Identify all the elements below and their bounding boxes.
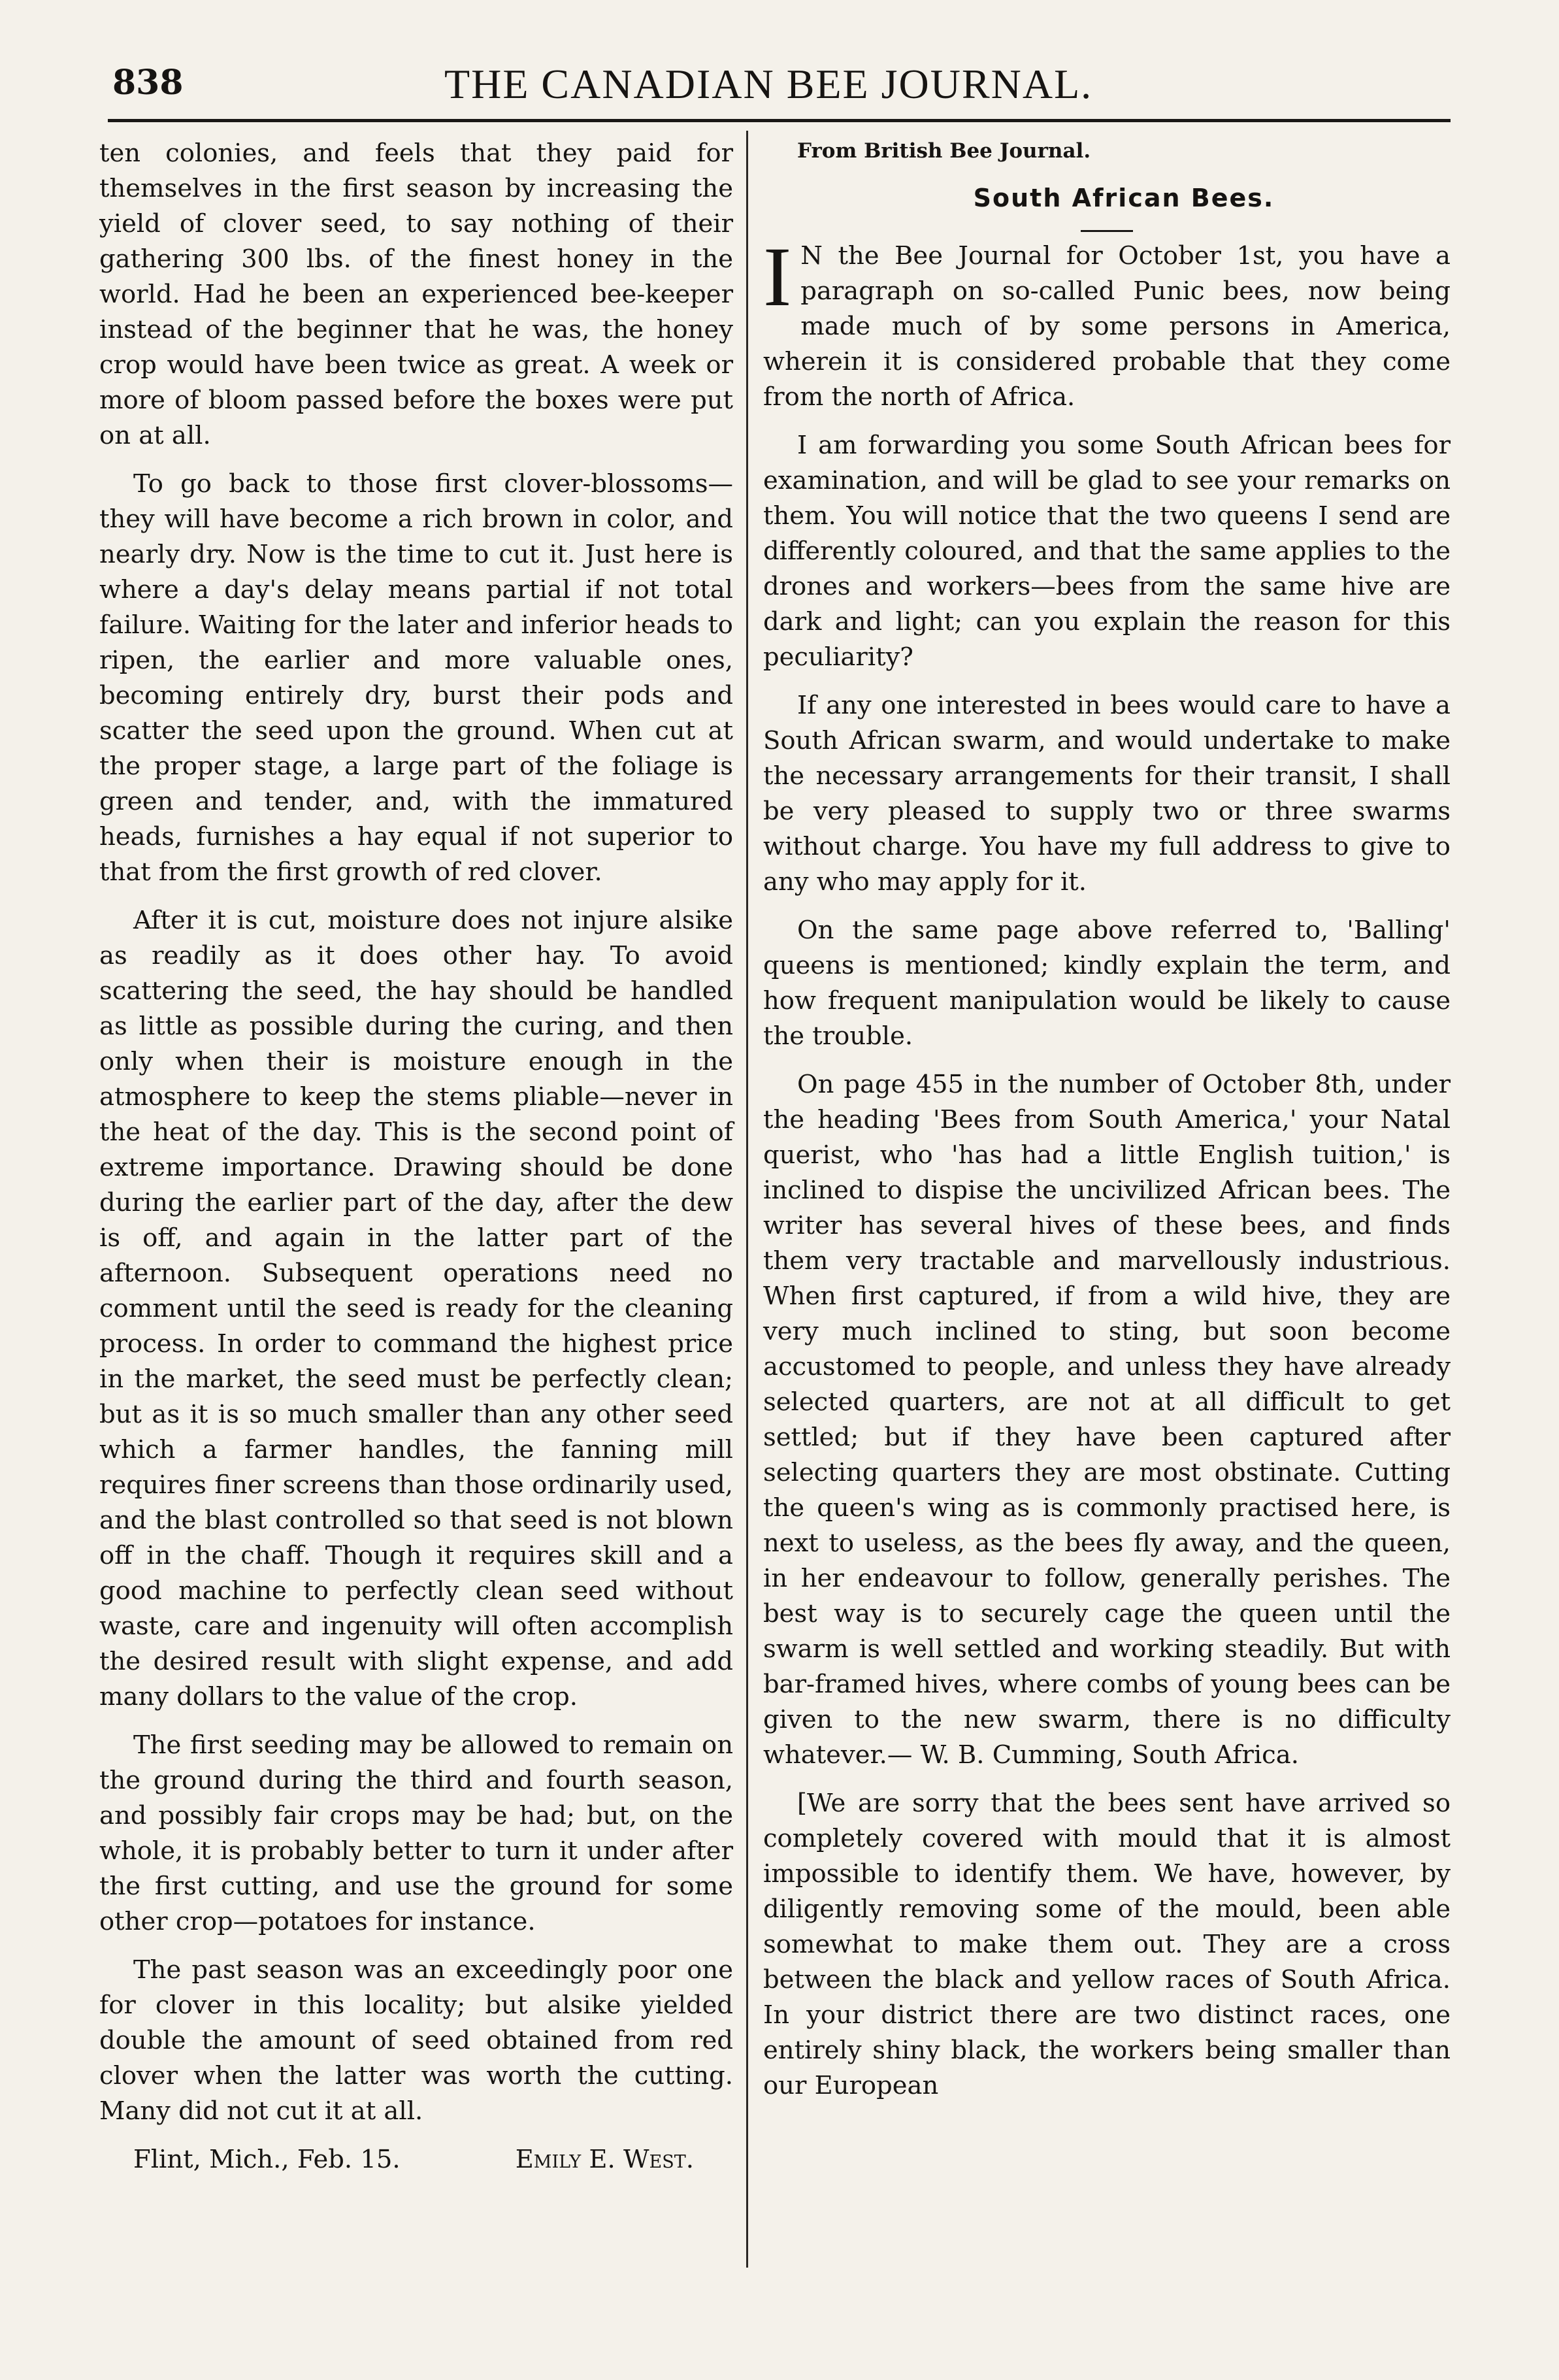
- article-source: From British Bee Journal.: [797, 139, 1091, 163]
- signature: [99, 2142, 733, 2177]
- header-rule: [108, 119, 1451, 122]
- signature-name: Emily E. West.: [515, 2145, 694, 2174]
- title-rule: [1081, 230, 1133, 232]
- left-paragraph-4: The first seeding may be allowed to remain on the ground during the third and fourth season, and possibly fair crops may be had; but, on the whole, it is probably better to turn it under after the first cutting, and use the ground for some other crop—potatoes for instance.: [99, 1730, 733, 1936]
- right-paragraph-4: On page 455 in the number of October 8th, under the heading 'Bees from South America,' your Natal querist, who 'has had a little English tuition,' is inclined to dispise the uncivilized African bees. The writer has several hives of these bees, and finds them very tractable and marvellously industrious. When first captured, if from a wild hive, they are very much inclined to sting, but soon become accustomed to people, and unless they have already selected quarters, are not at all difficult to get settled; but if they have been captured after selecting quarters they are most obstinate. Cutting the queen's wing as is commonly practised here, is next to useless, as the bees fly away, and the queen, in her endeavour to follow, generally perishes. The best way is to securely cage the queen until the swarm is well settled and working steadily. But with bar-framed hives, where combs of young bees can be given to the new swarm, there is no difficulty whatever.— W. B. Cumming, South Africa.: [763, 1070, 1451, 1770]
- left-paragraph-1: ten colonies, and feels that they paid for themselves in the first season by increasing the yield of clover seed, to say nothing of their gathering 300 lbs. of the finest honey in the world. Had he been an experienced bee-keeper instead of the beginner that he was, the honey crop would have been twice as great. A week or more of bloom passed before the boxes were put on at all.: [99, 139, 733, 450]
- lead-paragraph-text: N the Bee Journal for October 1st, you have a paragraph on so-called Punic bees, now being made much of by some persons in America, wherein it is considered probable that they come from the north of Africa.: [763, 241, 1451, 412]
- left-paragraph-2: To go back to those first clover-blossoms—they will have become a rich brown in color, and nearly dry. Now is the time to cut it. Just here is where a day's delay means partial if not total failure. Waiting for the later and inferior heads to ripen, the earlier and more valuable ones, becoming entirely dry, burst their pods and scatter the seed upon the ground. When cut at the proper stage, a large part of the foliage is green and tender, and, with the immatured heads, furnishes a hay equal if not superior to that from the first growth of red clover.: [99, 469, 733, 887]
- page-number: 838: [112, 63, 184, 103]
- right-paragraph-3: On the same page above referred to, 'Balling' queens is mentioned; kindly explain the term, and how frequent manipulation would be likely to cause the trouble.: [763, 916, 1451, 1051]
- left-column: [99, 136, 733, 2177]
- right-column: [763, 136, 1451, 2117]
- article-title: South African Bees.: [973, 184, 1275, 212]
- drop-cap: I: [763, 230, 792, 324]
- signature-place: Flint, Mich., Feb. 15.: [133, 2145, 401, 2174]
- right-paragraph-2: If any one interested in bees would care to have a South African swarm, and would undertake to make the necessary arrangements for their transit, I shall be very pleased to supply two or three swarms without charge. You have my full address to give to any who may apply for it.: [763, 691, 1451, 897]
- page-header-title: THE CANADIAN BEE JOURNAL.: [444, 61, 1093, 107]
- lead-paragraph: [763, 230, 1451, 415]
- right-paragraph-1: I am forwarding you some South African bees for examination, and will be glad to see your remarks on them. You will notice that the two queens I send are differently coloured, and that the same applies to the drones and workers—bees from the same hive are dark and light; can you explain the reason for this peculiarity?: [763, 431, 1451, 672]
- left-paragraph-3: After it is cut, moisture does not injure alsike as readily as it does other hay. To avoid scattering the seed, the hay should be handled as little as possible during the curing, and then only when their is moisture enough in the atmosphere to keep the stems pliable—never in the heat of the day. This is the second point of extreme importance. Drawing should be done during the earlier part of the day, after the dew is off, and again in the latter part of the afternoon. Subsequent operations need no comment until the seed is ready for the cleaning process. In order to command the highest price in the market, the seed must be perfectly clean; but as it is so much smaller than any other seed which a farmer handles, the fanning mill requires finer screens than those ordinarily used, and the blast controlled so that seed is not blown off in the chaff. Though it requires skill and a good machine to perfectly clean seed without waste, care and ingenuity will often accomplish the desired result with slight expense, and add many dollars to the value of the crop.: [99, 906, 733, 1711]
- right-paragraph-5: [We are sorry that the bees sent have arrived so completely covered with mould that it is almost impossible to identify them. We have, however, by diligently removing some of the mould, been able somewhat to make them out. They are a cross between the black and yellow races of South Africa. In your district there are two distinct races, one entirely shiny black, the workers being smaller than our European: [763, 1789, 1451, 2100]
- column-divider: [746, 131, 748, 2268]
- left-paragraph-5: The past season was an exceedingly poor one for clover in this locality; but alsike yielded double the amount of seed obtained from red clover when the latter was worth the cutting. Many did not cut it at all.: [99, 1955, 733, 2126]
